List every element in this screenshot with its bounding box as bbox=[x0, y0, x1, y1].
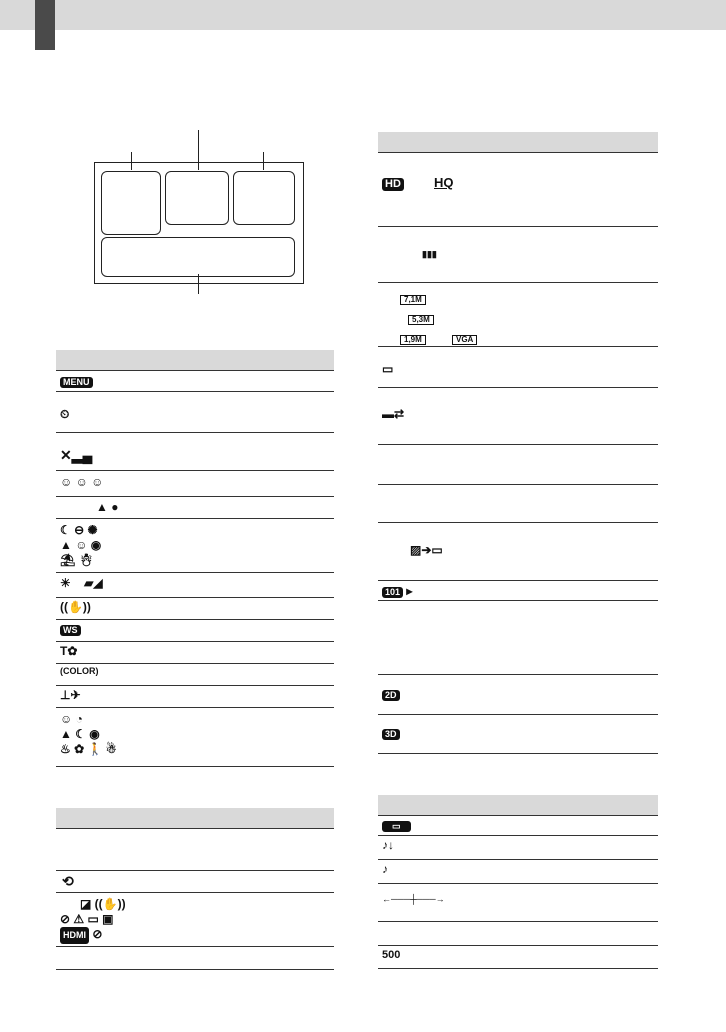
volume-adjust-icon: ♪↓ bbox=[382, 838, 394, 852]
gps-signal-icon: ✕▂▄ bbox=[60, 447, 93, 463]
left-icon-table-1 bbox=[56, 350, 334, 770]
scene-landscape-portrait-icons: ▲ ● bbox=[96, 500, 119, 514]
image-size-7-1m-icon: 7,1M bbox=[400, 292, 426, 305]
white-balance-icons: ☀ ▰◢ bbox=[60, 576, 103, 590]
diagram-callout-line bbox=[198, 274, 199, 294]
image-size-vga-icon: VGA bbox=[452, 332, 477, 345]
copy-to-card-icon: ▨➔▭ bbox=[410, 543, 443, 557]
diagram-callout-line bbox=[131, 152, 132, 170]
page-header-bar bbox=[0, 0, 726, 30]
intelligent-auto-icons: ☺ ◔ ▲ ☾ ◉ ♨ ✿ 🚶 ☃ bbox=[60, 712, 117, 756]
playback-slider-icon: ←───┼───→ bbox=[382, 894, 445, 904]
diagram-area-bottom bbox=[101, 237, 295, 277]
diagram-area-left bbox=[101, 171, 161, 235]
usb-connection-icon: ▬⇄ bbox=[382, 407, 405, 421]
memory-card-icon: ▭ bbox=[382, 362, 394, 376]
warning-icons: ◪ ((✋)) ⊘ ⚠ ▭ ▣ HDMI ⊘ bbox=[60, 897, 126, 944]
hq-quality-icon: HQ bbox=[434, 175, 454, 190]
3d-mode-icon: 3D bbox=[382, 727, 400, 740]
diagram-callout-line bbox=[198, 130, 199, 170]
battery-icon: ▮▮▮ bbox=[422, 249, 437, 259]
volume-icon: ♪ bbox=[382, 862, 388, 876]
x-v-color-icon: (COLOR) bbox=[60, 666, 99, 676]
repeat-play-icon: ⟲ bbox=[62, 873, 74, 889]
wide-select-icon: WS bbox=[60, 623, 81, 636]
hd-quality-icon: HD bbox=[382, 176, 404, 191]
table-header bbox=[56, 808, 334, 828]
face-detection-icons: ☺ ☺ ☺ bbox=[60, 475, 104, 489]
image-size-1-9m-icon: 1,9M bbox=[400, 332, 426, 345]
number-500-icon: 500 bbox=[382, 949, 401, 961]
table-header bbox=[56, 350, 334, 370]
menu-icon: MENU bbox=[60, 375, 93, 388]
right-icon-table-1 bbox=[378, 132, 658, 754]
table-header bbox=[378, 795, 658, 815]
steadyshot-icon: ((✋)) bbox=[60, 600, 91, 614]
self-timer-icon: ⏲ bbox=[60, 407, 70, 421]
diagram-area-center bbox=[165, 171, 229, 225]
guide-frame-icon: ⊥✈ bbox=[60, 688, 81, 702]
table-header bbox=[378, 132, 658, 152]
right-icon-table-2 bbox=[378, 795, 658, 970]
diagram-area-right bbox=[233, 171, 295, 225]
2d-mode-icon: 2D bbox=[382, 688, 400, 701]
page-tab-marker bbox=[35, 0, 55, 50]
diagram-callout-line bbox=[263, 152, 264, 170]
left-icon-table-2 bbox=[56, 808, 334, 970]
scene-selection-icons: ☾ ⊖ ✺ ▲ ☺ ◉ ⛱ ☃ bbox=[60, 523, 102, 567]
screen-layout-diagram bbox=[94, 162, 304, 284]
image-size-5-3m-icon: 5,3M bbox=[408, 312, 434, 325]
playback-button-icon: ▭ bbox=[382, 819, 411, 832]
folder-101-icon: 101 ▸ bbox=[382, 585, 412, 598]
tele-macro-icon: T✿ bbox=[60, 644, 78, 658]
